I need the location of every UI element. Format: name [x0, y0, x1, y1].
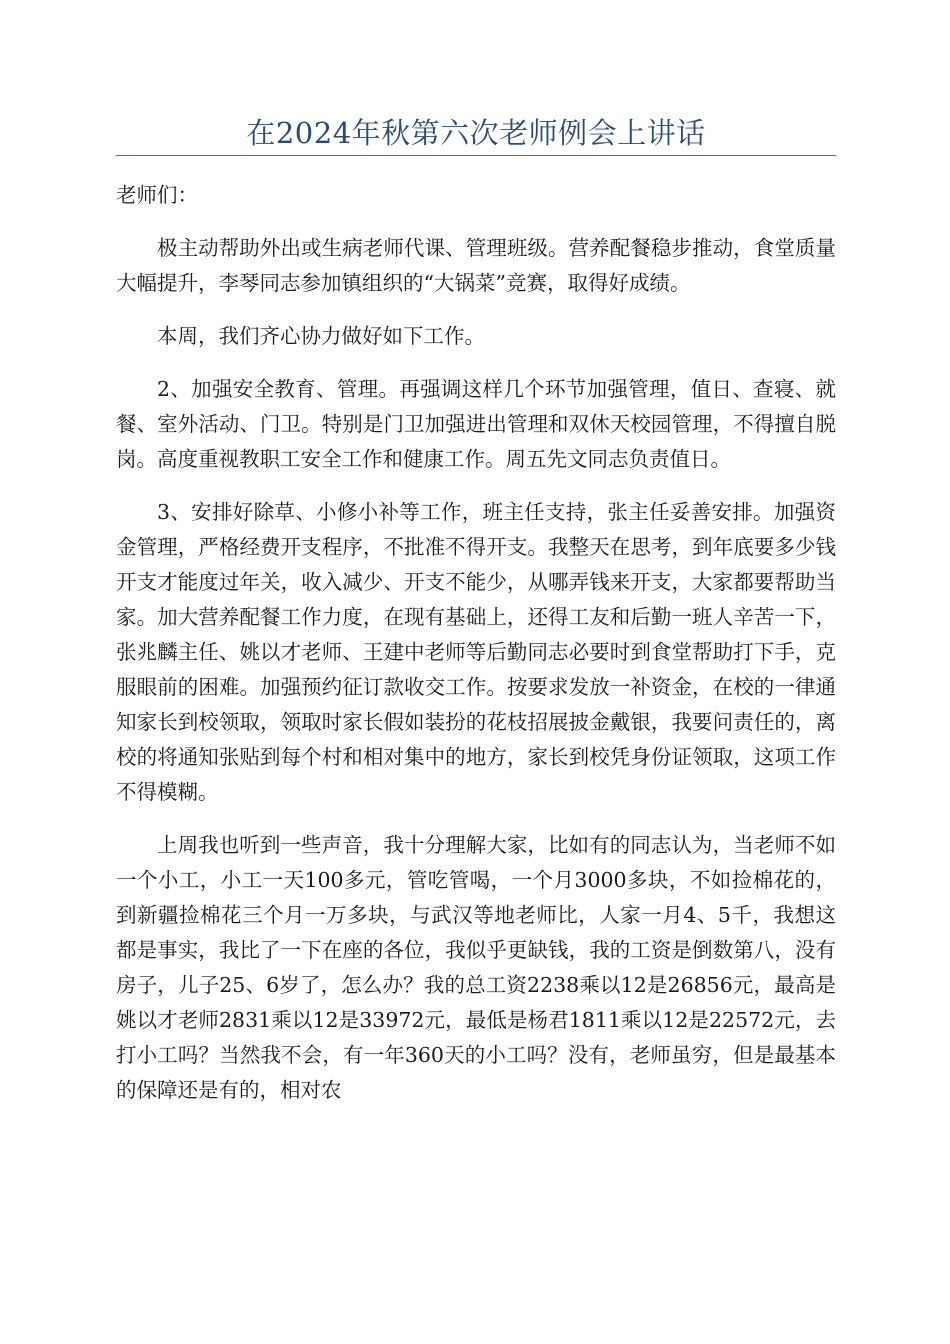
paragraph: 上周我也听到一些声音，我十分理解大家，比如有的同志认为，当老师不如一个小工，小工一天100多元，管吃管喝，一个月3000多块，不如捡棉花的，到新疆捡棉花三个月一万多块，与武汉等地老师比，人家一月4、5千，我想这都是事实，我比了一下在座的各位，我似乎更缺钱，我的工资是倒数第八，没有房子，儿子25、6岁了，怎么办？我的总工资2238乘以12是26856元，最高是姚以才老师2831乘以12是33972元，最低是杨君1811乘以12是22572元，去打小工吗？当然我不会，有一年360天的小工吗？没有，老师虽穷，但是最基本的保障还是有的，相对农: [116, 833, 836, 1102]
document-title: 在2024年秋第六次老师例会上讲话: [246, 116, 706, 150]
title-underline: [116, 155, 836, 156]
document-body: [116, 178, 836, 1126]
paragraph: 2、加强安全教育、管理。再强调这样几个环节加强管理，值日、查寝、就餐、室外活动、门卫。特别是门卫加强进出管理和双休天校园管理，不得擅自脱岗。高度重视教职工安全工作和健康工作。周五先文同志负责值日。: [116, 377, 836, 471]
paragraph: 本周，我们齐心协力做好如下工作。: [157, 324, 485, 348]
salutation: 老师们：: [116, 183, 198, 207]
paragraph: 极主动帮助外出或生病老师代课、管理班级。营养配餐稳步推动，食堂质量大幅提升，李琴同志参加镇组织的“大锅菜”竞赛，取得好成绩。: [116, 236, 836, 295]
paragraph: 3、安排好除草、小修小补等工作，班主任支持，张主任妥善安排。加强资金管理，严格经费开支程序，不批准不得开支。我整天在思考，到年底要多少钱开支才能度过年关，收入减少、开支不能少，从哪弄钱来开支，大家都要帮助当家。加大营养配餐工作力度，在现有基础上，还得工友和后勤一班人辛苦一下，张兆麟主任、姚以才老师、王建中老师等后勤同志必要时到食堂帮助打下手，克服眼前的困难。加强预约征订款收交工作。按要求发放一补资金，在校的一律通知家长到校领取，领取时家长假如装扮的花枝招展披金戴银，我要问责任的，离校的将通知张贴到每个村和相对集中的地方，家长到校凭身份证领取，这项工作不得模糊。: [116, 500, 836, 804]
